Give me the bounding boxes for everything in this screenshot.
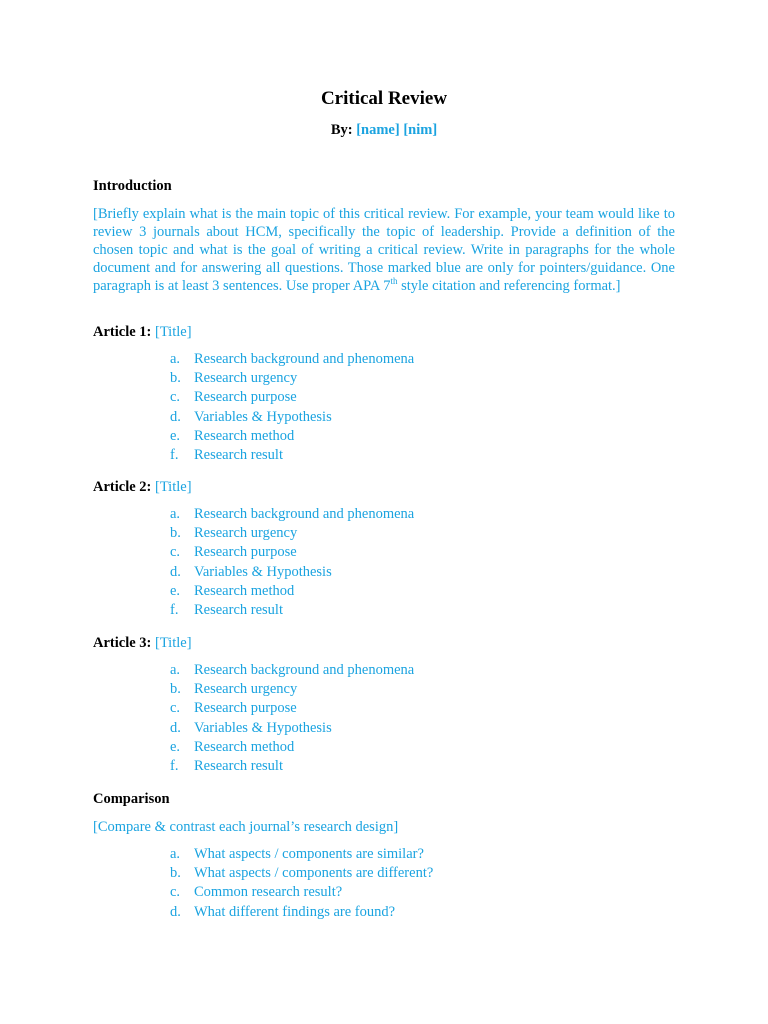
- list-item: [170, 350, 414, 369]
- list-marker: a.: [170, 351, 181, 367]
- article-1-list: [170, 350, 414, 465]
- list-marker: c.: [170, 884, 181, 901]
- list-marker: f.: [170, 446, 179, 463]
- article-2-title: [Title]: [155, 479, 192, 495]
- list-marker: b.: [170, 681, 181, 698]
- list-item-text: Research urgency: [194, 370, 298, 387]
- list-item-text: Research purpose: [194, 544, 297, 561]
- introduction-text-part-1: [Briefly explain what is the main topic of this critical review. For example, your team would like to review 3 journals about HCM, specifically the topic of leadership. Provide a definition of the chosen topic and what is the goal of writing a critical review. Write in paragraphs for the whole document and for answering all questions. Those marked blue are only for pointers/guidance. One paragraph is at least 3 sentences. Use proper APA 7: [93, 206, 675, 294]
- comparison-paragraph: [Compare & contrast each journal’s research design]: [93, 819, 399, 835]
- list-item-text: What aspects / components are similar?: [194, 846, 424, 862]
- list-marker: b.: [170, 525, 181, 542]
- list-item-text: Research background and phenomena: [194, 662, 415, 678]
- list-item: [170, 883, 433, 902]
- list-item: [170, 388, 414, 407]
- list-marker: c.: [170, 389, 181, 406]
- list-item: [170, 408, 414, 427]
- comparison-heading: Comparison: [93, 791, 170, 807]
- byline: [0, 120, 768, 140]
- list-item-text: What aspects / components are different?: [194, 865, 434, 882]
- list-item-text: What different findings are found?: [194, 903, 396, 920]
- list-marker: e.: [170, 738, 181, 755]
- list-item: [170, 719, 414, 738]
- article-1-heading: [93, 322, 192, 342]
- introduction-text-part-2: style citation and referencing format.]: [397, 278, 621, 294]
- list-item: [170, 563, 414, 582]
- byline-label: By:: [330, 122, 353, 138]
- list-item-text: Research result: [194, 601, 283, 618]
- article-3-list: [170, 661, 414, 776]
- list-item: [170, 699, 414, 718]
- list-marker: e.: [170, 582, 181, 599]
- list-item-text: Research background and phenomena: [194, 506, 415, 522]
- list-marker: d.: [170, 563, 181, 580]
- list-item-text: Research purpose: [194, 389, 297, 406]
- list-marker: c.: [170, 544, 181, 561]
- list-item: [170, 864, 433, 883]
- list-marker: b.: [170, 865, 181, 882]
- list-item-text: Research purpose: [194, 700, 297, 717]
- introduction-heading: Introduction: [93, 178, 172, 194]
- list-marker: f.: [170, 601, 179, 618]
- list-item: [170, 661, 414, 680]
- list-marker: d.: [170, 408, 181, 425]
- list-marker: b.: [170, 370, 181, 387]
- list-item-text: Variables & Hypothesis: [194, 408, 332, 425]
- byline-author: [name] [nim]: [356, 122, 438, 138]
- list-marker: f.: [170, 757, 179, 774]
- article-3-title: [Title]: [155, 635, 192, 651]
- list-item: [170, 369, 414, 388]
- article-2-heading: [93, 477, 192, 497]
- list-marker: e.: [170, 427, 181, 444]
- list-item: [170, 582, 414, 601]
- list-item-text: Research method: [194, 427, 295, 444]
- list-marker: d.: [170, 719, 181, 736]
- list-item-text: Research urgency: [194, 681, 298, 698]
- article-3-label: Article 3:: [93, 635, 152, 651]
- list-item: [170, 845, 433, 864]
- list-item-text: Research urgency: [194, 525, 298, 542]
- list-item: [170, 524, 414, 543]
- list-item-text: Variables & Hypothesis: [194, 719, 332, 736]
- list-item: [170, 903, 433, 922]
- article-1-label: Article 1:: [93, 324, 152, 340]
- list-item-text: Research method: [194, 738, 295, 755]
- list-item: [170, 505, 414, 524]
- list-item-text: Research result: [194, 446, 283, 463]
- list-item: [170, 446, 414, 465]
- list-item: [170, 543, 414, 562]
- article-2-label: Article 2:: [93, 479, 152, 495]
- list-item-text: Common research result?: [194, 884, 343, 901]
- article-2-list: [170, 505, 414, 620]
- comparison-list: [170, 845, 433, 922]
- list-marker: d.: [170, 903, 181, 920]
- list-marker: a.: [170, 846, 181, 862]
- list-marker: a.: [170, 506, 181, 522]
- list-marker: c.: [170, 700, 181, 717]
- list-marker: a.: [170, 662, 181, 678]
- list-item: [170, 757, 414, 776]
- list-item-text: Research result: [194, 757, 283, 774]
- list-item-text: Variables & Hypothesis: [194, 563, 332, 580]
- list-item: [170, 427, 414, 446]
- list-item-text: Research background and phenomena: [194, 351, 415, 367]
- list-item: [170, 601, 414, 620]
- introduction-paragraph: [93, 205, 675, 295]
- list-item-text: Research method: [194, 582, 295, 599]
- article-3-heading: [93, 633, 192, 653]
- document-title: Critical Review: [320, 88, 448, 109]
- article-1-title: [Title]: [155, 324, 192, 340]
- list-item: [170, 680, 414, 699]
- list-item: [170, 738, 414, 757]
- introduction-superscript: th: [390, 276, 398, 287]
